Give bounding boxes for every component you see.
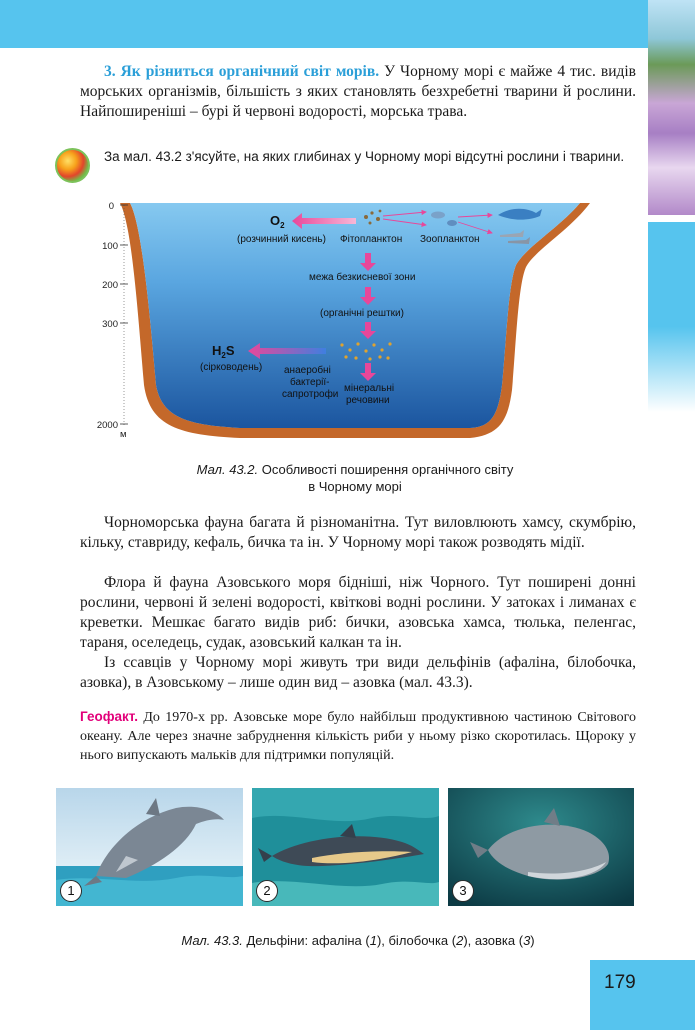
paragraph-fauna: Чорноморська фауна багата й різноманітна. Тут виловлюють хамсу, скумбрію, кільку, ставриду, кефаль, бичка та ін. У Чорному морі також розводять мідії. bbox=[80, 514, 636, 551]
figure-43-3-end: ) bbox=[530, 933, 535, 948]
figure-43-3-text: Дельфіни: афаліна ( bbox=[242, 933, 370, 948]
figure-43-2-text-1: Особливості поширення органічного світу bbox=[258, 462, 514, 477]
figure-43-3-num-1: 1 bbox=[369, 933, 377, 948]
photo-badge-3: 3 bbox=[452, 880, 474, 902]
depth-2000: 2000 bbox=[96, 420, 118, 431]
figure-43-3-num-2: 2 bbox=[456, 933, 464, 948]
o2-note: (розчинний кисень) bbox=[237, 234, 326, 245]
page-number: 179 bbox=[604, 972, 636, 993]
page-number-box bbox=[590, 960, 695, 1030]
black-sea-diagram bbox=[80, 195, 600, 450]
minerals-label-2: речовини bbox=[346, 395, 390, 406]
figure-43-3-caption bbox=[80, 932, 636, 949]
bacteria-label-3: сапротрофи bbox=[282, 389, 339, 400]
zooplankton-label: Зоопланктон bbox=[420, 234, 480, 245]
depth-0: 0 bbox=[108, 201, 114, 212]
figure-43-2-caption bbox=[120, 461, 590, 495]
geofact-text: До 1970-х рр. Азовське море було найбільш продуктивною частиною Світового океану. Але через значне забруднення кількість риби у ньому різко скоротилась. Щороку у нього випускають мальків для підтримки популяцій. bbox=[80, 710, 636, 763]
section-title: 3. Як різниться органічний світ морів. bbox=[104, 63, 380, 80]
h2s-label: $H_2S$ bbox=[212, 343, 235, 360]
depth-300: 300 bbox=[102, 319, 118, 330]
figure-43-2-text-2: в Чорному морі bbox=[308, 479, 402, 494]
h2s-note: (сірководень) bbox=[200, 362, 263, 373]
side-color-band bbox=[648, 222, 695, 412]
o2-label: $O_2$ bbox=[270, 213, 285, 230]
figure-43-3-sep-2: ), азовка ( bbox=[463, 933, 524, 948]
photo-bottlenose-dolphin bbox=[56, 788, 243, 906]
depth-200: 200 bbox=[102, 280, 118, 291]
photo-badge-1: 1 bbox=[60, 880, 82, 902]
bacteria-label-2: бактерії- bbox=[290, 377, 330, 388]
photo-harbour-porpoise bbox=[448, 788, 634, 906]
figure-43-2-label: Мал. 43.2. bbox=[196, 462, 259, 477]
geofact bbox=[80, 707, 636, 765]
phytoplankton-label: Фітопланктон bbox=[340, 234, 403, 245]
figure-43-3-label: Мал. 43.3. bbox=[181, 933, 243, 948]
minerals-label-1: мінеральні bbox=[344, 383, 395, 394]
paragraph-dolphins: Із ссавців у Чорному морі живуть три види дельфінів (афаліна, білобочка, азовка), в Азовському – лише один вид – азовка (мал. 43.3). bbox=[80, 654, 636, 691]
depth-unit: м bbox=[120, 429, 127, 440]
anoxic-boundary-label: межа безкисневої зони bbox=[309, 272, 416, 283]
paragraph-azov: Флора й фауна Азовського моря бідніші, ніж Чорного. Тут поширені донні рослини, червоні й зелені водорості, квіткові водні рослини. У затоках і лиманах є креветки. Мешкає багато видів риб: бички, азовська хамса, тюлька, пеленгас, тараня, оселедець, судак, азовський калкан та ін. bbox=[80, 574, 636, 651]
depth-100: 100 bbox=[102, 241, 118, 252]
photo-badge-2: 2 bbox=[256, 880, 278, 902]
figure-43-3-sep-1: ), білобочка ( bbox=[376, 933, 457, 948]
top-color-band bbox=[0, 0, 648, 48]
section-text: У Чорному морі є майже 4 тис. видів морських організмів, більшість з яких становлять безхребетні тварини й рослини. Найпоширеніші – бурі й червоні водорості, морська трава. bbox=[80, 63, 637, 120]
side-flower-photo bbox=[648, 0, 695, 215]
organic-remains-label: (органічні рештки) bbox=[320, 308, 404, 319]
geofact-label: Геофакт. bbox=[80, 709, 138, 724]
figure-43-3-num-3: 3 bbox=[523, 933, 531, 948]
photo-common-dolphin bbox=[252, 788, 439, 906]
section-intro bbox=[80, 62, 636, 122]
puzzle-flower-icon bbox=[55, 148, 90, 183]
bacteria-label-1: анаеробні bbox=[284, 365, 331, 376]
task-text: За мал. 43.2 з'ясуйте, на яких глибинах у Чорному морі відсутні рослини і тварини. bbox=[104, 149, 625, 164]
